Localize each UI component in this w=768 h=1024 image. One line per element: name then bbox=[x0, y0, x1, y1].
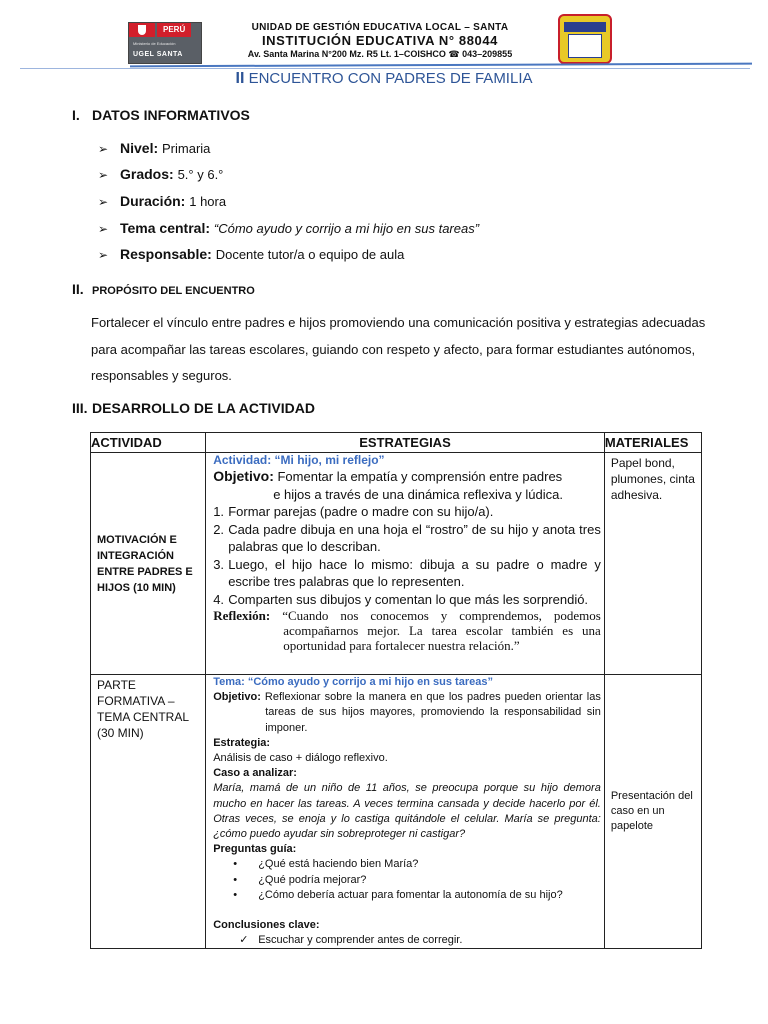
peru-shield-icon bbox=[138, 25, 146, 35]
header-actividad: ACTIVIDAD bbox=[91, 433, 206, 453]
school-name: INSTITUCIÓN EDUCATIVA N° 88044 bbox=[261, 33, 499, 48]
arrow-bullet-icon: ➢ bbox=[98, 248, 109, 262]
school-crest-icon bbox=[558, 14, 612, 64]
activity-parte-formativa: PARTE FORMATIVA – TEMA CENTRAL (30 MIN) bbox=[91, 675, 206, 949]
tema-title: Tema: “Cómo ayudo y corrijo a mi hijo en sus tareas” bbox=[213, 676, 493, 688]
list-item: 2. Cada padre dibuja en una hoja el “rostro” de su hijo y anota tres palabras que lo describan. bbox=[213, 521, 601, 554]
arrow-bullet-icon: ➢ bbox=[98, 222, 109, 236]
arrow-bullet-icon: ➢ bbox=[98, 195, 109, 209]
list-item: 3. Luego, el hijo hace lo mismo: dibuja a su padre o madre y escribe tres palabras que lo representen. bbox=[213, 556, 601, 589]
objective: Objetivo: Fomentar la empatía y comprensión entre padres bbox=[213, 468, 563, 484]
table-row bbox=[91, 453, 702, 675]
purpose-paragraph: Fortalecer el vínculo entre padres e hijos promoviendo una comunicación positiva y estrategias adecuadas para acompañar las tareas escolares, guiando con respeto y afecto, para formar estudiantes autónomos, responsables y seguros. bbox=[91, 315, 706, 383]
list-item: 1. Formar parejas (padre o madre con su hijo/a). bbox=[213, 504, 494, 519]
table-header-row bbox=[91, 433, 702, 453]
list-item: • ¿Qué está haciendo bien María? bbox=[213, 857, 601, 872]
guide-questions bbox=[213, 857, 601, 903]
info-duracion: ➢ Duración: 1 hora bbox=[98, 193, 227, 209]
header-divider-thin bbox=[20, 68, 750, 69]
header-divider bbox=[130, 63, 752, 68]
school-address: Av. Santa Marina N°200 Mz. R5 Lt. 1–COISHCO ☎ 043–209855 bbox=[247, 49, 513, 59]
table-row bbox=[91, 675, 702, 949]
case-text: María, mamá de un niño de 11 años, se preocupa porque su hijo demora mucho en hacer las tareas. A veces termina cansada y decide hacerlo por él. Otras veces, se enoja y lo castiga quitándole el celular. María se pregunta: ¿cómo puedo ayudar sin sobreproteger ni castigar? bbox=[213, 782, 601, 841]
header-materiales: MATERIALES bbox=[604, 433, 701, 453]
bullet-icon: • bbox=[233, 873, 238, 886]
objective: Objetivo: Reflexionar sobre la manera en que los padres pueden orientar las tareas de sus hijos mayores, promoviendo la responsabilidad sin imponer. bbox=[213, 691, 601, 734]
letterhead bbox=[0, 0, 768, 70]
info-tema-central: ➢ Tema central: “Cómo ayudo y corrijo a mi hijo en sus tareas” bbox=[98, 220, 480, 236]
section-3-heading: III. DESARROLLO DE LA ACTIVIDAD bbox=[72, 400, 315, 416]
info-responsable: ➢ Responsable: Docente tutor/a o equipo de aula bbox=[98, 246, 405, 262]
materials-motivacion: Papel bond, plumones, cinta adhesiva. bbox=[604, 453, 701, 675]
letterhead-text bbox=[205, 22, 555, 60]
check-icon: ✓ bbox=[239, 934, 249, 947]
activity-motivacion: MOTIVACIÓN E INTEGRACIÓN ENTRE PADRES E HIJOS (10 MIN) bbox=[91, 453, 206, 675]
ugel-santa-logo: PERÚ Ministerio de Educación UGEL SANTA bbox=[128, 22, 202, 64]
steps-list bbox=[213, 503, 601, 608]
info-nivel: ➢ Nivel: Primaria bbox=[98, 140, 211, 156]
arrow-bullet-icon: ➢ bbox=[98, 168, 109, 182]
page-title: II ENCUENTRO CON PADRES DE FAMILIA bbox=[235, 70, 533, 87]
bullet-icon: • bbox=[233, 888, 238, 901]
strategy-text: Análisis de caso + diálogo reflexivo. bbox=[213, 752, 388, 765]
section-1-heading: I. DATOS INFORMATIVOS bbox=[72, 107, 250, 123]
strategies-parte-formativa: Tema: “Cómo ayudo y corrijo a mi hijo en sus tareas” Objetivo: Reflexionar sobre la manera en que los padres pueden orientar las tareas de sus hijos mayores, promoviendo la responsabilidad sin imponer. Estrategia: Análisis de caso + diálogo reflexivo. Caso a analizar: María, mamá de un niño de 11 años, se preocupa porque su hijo demora mucho en hacer las tareas. A veces termina cansada y decide hacerlo por él. Otras veces, se enoja y lo castiga quitándole el celular. María se pregunta: ¿cómo puedo ayudar sin sobreproteger ni castigar? Preguntas guía: • ¿Qué está haciendo bien María? • ¿Qué podría mejorar? • ¿Cómo debería actuar para fomentar la autonomía de su hijo? Conclusiones clave: ✓ Escuchar y comprender antes de corregir. bbox=[206, 675, 605, 949]
ugel-name: UNIDAD DE GESTIÓN EDUCATIVA LOCAL – SANTA bbox=[251, 22, 509, 33]
list-item: • ¿Cómo debería actuar para fomentar la autonomía de su hijo? bbox=[213, 888, 601, 903]
arrow-bullet-icon: ➢ bbox=[98, 142, 109, 156]
reflection: Reflexión: “Cuando nos conocemos y comprendemos, podemos acompañarnos mejor. La tarea escolar también es una oportunidad para fortalecer nuestra relación.” bbox=[213, 608, 601, 653]
list-item: 4. Comparten sus dibujos y comentan lo que más les sorprendió. bbox=[213, 591, 589, 607]
materials-parte-formativa: Presentación del caso en un papelote bbox=[604, 675, 701, 949]
activity-title: Actividad: “Mi hijo, mi reflejo” bbox=[213, 453, 385, 467]
header-estrategias: ESTRATEGIAS bbox=[206, 433, 605, 453]
activity-table bbox=[90, 432, 702, 949]
list-item: • ¿Qué podría mejorar? bbox=[213, 873, 601, 888]
strategies-motivacion: Actividad: “Mi hijo, mi reflejo” Objetivo: Fomentar la empatía y comprensión entre padres e hijos a través de una dinámica reflexiva y lúdica. 1. Formar parejas (padre o madre con su hijo/a). 2. Cada padre dibuja en una hoja el “rostro” de su hijo y anota tres palabras que lo describan. 3. Luego, el hijo hace lo mismo: dibuja a su padre o madre y escribe tres palabras que lo representen. 4. Comparten sus dibujos y comentan lo que más les sorprendió. Reflexión: “Cuando nos conocemos y comprendemos, podemos acompañarnos mejor. La tarea escolar también es una oportunidad para fortalecer nuestra relación.” bbox=[206, 453, 605, 675]
info-grados: ➢ Grados: 5.° y 6.° bbox=[98, 166, 224, 182]
section-2-heading: II. PROPÓSITO DEL ENCUENTRO bbox=[72, 281, 255, 297]
bullet-icon: • bbox=[233, 858, 238, 871]
list-item: ✓ Escuchar y comprender antes de corregir. bbox=[213, 933, 601, 948]
